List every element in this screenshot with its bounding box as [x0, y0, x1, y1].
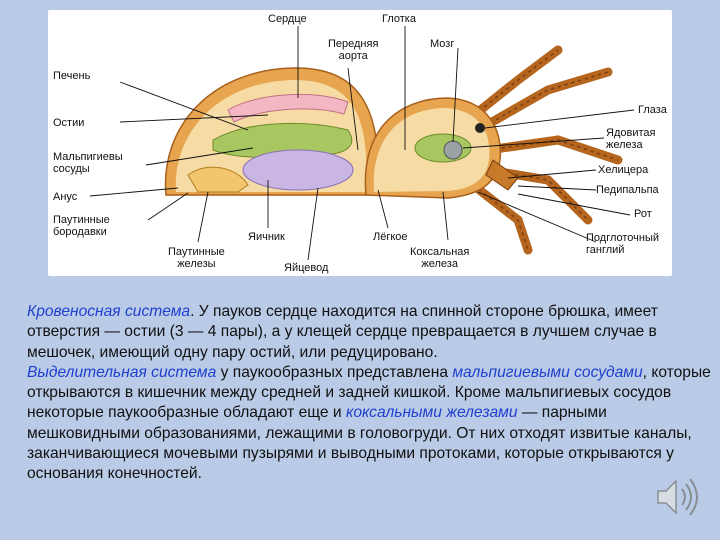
label-brain: Мозг — [430, 38, 455, 50]
venom-gland-shape — [415, 134, 471, 162]
label-anus: Анус — [53, 191, 78, 203]
spider-anatomy-diagram — [48, 10, 672, 276]
label-spinnerets: Паутинные бородавки — [53, 214, 110, 238]
label-ostia: Остии — [53, 117, 85, 129]
label-lung: Лёгкое — [373, 231, 408, 243]
label-heart: Сердце — [268, 13, 307, 25]
paragraph-excretory-mid: у паукообразных представлена — [216, 363, 453, 381]
paragraph-excretory-end: — парными мешковидными образованиями, лежащими в головогруди. От них отходят извитые каналы, заканчивающиеся мочевыми пузырями и выводными протоками, которые открываются у основания конечностей. — [27, 404, 692, 483]
term-excretory-system: Выделительная система — [27, 363, 217, 381]
label-eyes: Глаза — [638, 104, 667, 116]
label-coxal-gland: Коксальная железа — [410, 246, 470, 270]
label-silk-glands: Паутинные железы — [168, 246, 225, 270]
brain-shape — [444, 141, 462, 159]
paragraph-excretory — [27, 363, 717, 485]
term-circulatory-system: Кровеносная система — [27, 303, 191, 320]
description-text — [27, 302, 717, 485]
ovary-shape — [243, 150, 353, 190]
paragraph-circulatory — [27, 302, 717, 363]
label-liver: Печень — [53, 70, 91, 82]
eye-shape — [475, 123, 485, 133]
paragraph-excretory-body: , которые открываются в кишечник между средней и задней кишкой. Кроме мальпигиевых сосудов некоторые паукообразные обладают еще и — [27, 363, 711, 422]
label-anterior-aorta: Передняя аорта — [328, 38, 379, 62]
label-pedipalp: Педипальпа — [596, 184, 659, 196]
paragraph-circulatory-body: . У пауков сердце находится на спинной стороне брюшка, имеет отверстия — остии (3 — 4 пары), а у клещей сердце превращается в лучшем случае в мешочек, имеющий одну пару остий, или редуцировано. — [27, 303, 658, 361]
label-mouth: Рот — [634, 208, 652, 220]
speaker-icon[interactable] — [652, 475, 704, 519]
label-ovary: Яичник — [248, 231, 285, 243]
label-subpharyngeal-ganglion: Подглоточный ганглий — [586, 232, 660, 256]
label-pharynx: Глотка — [382, 13, 416, 25]
label-chelicera: Хелицера — [598, 164, 649, 176]
chelicera-shape — [486, 160, 518, 190]
label-malpighian: Мальпигиевы сосуды — [53, 151, 123, 175]
term-malpighian-vessels: мальпигиевыми сосудами — [452, 363, 643, 381]
label-venom-gland: Ядовитая железа — [606, 127, 656, 151]
term-coxal-glands: коксальными железами — [345, 404, 518, 422]
label-oviduct: Яйцевод — [284, 262, 329, 274]
